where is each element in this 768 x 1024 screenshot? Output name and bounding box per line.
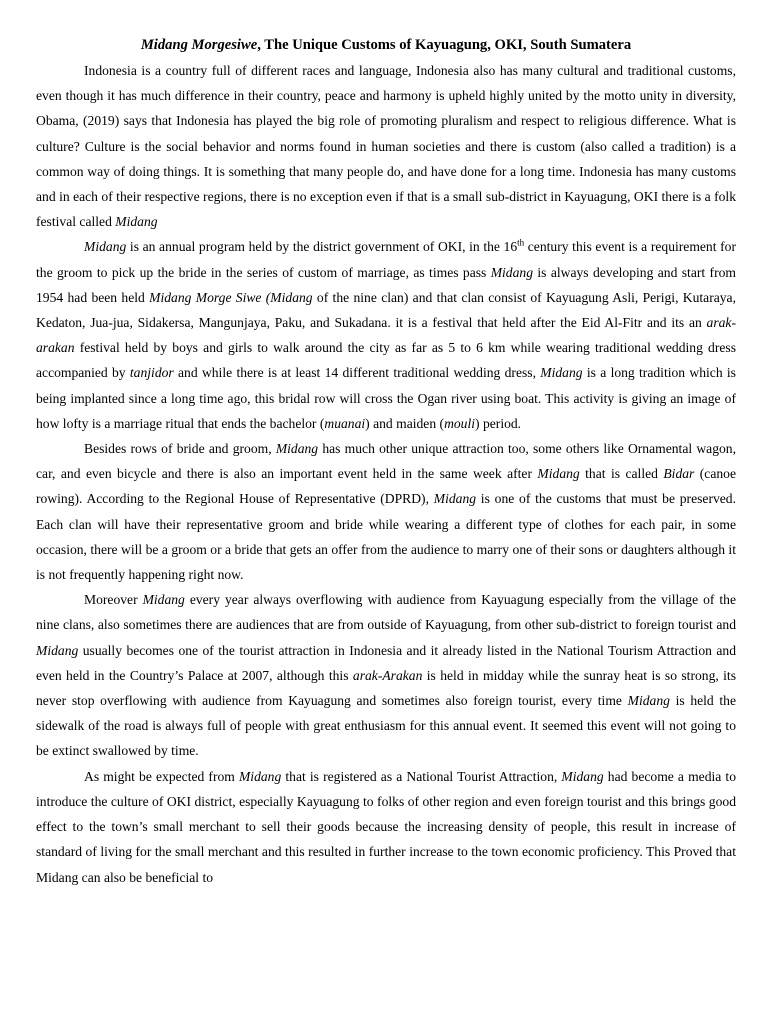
italic-run: Bidar [663, 466, 695, 482]
text-run: Indonesia is a country full of different races and language, Indonesia also has many cultural and traditional customs, even though it has much difference in their country, peace and harmony is upheld highly united by the motto unity in diversity, Obama, (2019) says that Indonesia has played the big role of promoting pluralism and respect to religious difference. What is culture? Culture is the social behavior and norms found in human societies and there is custom (also called a tradition) is a common way of doing things. It is something that many people do, and have done for a long time. Indonesia has many customs and in each of their respective regions, there is no exception even if that is a small sub-district in Kayuagung, OKI there is a folk festival called [36, 63, 736, 230]
italic-run: Midang [537, 466, 580, 482]
text-run: Besides rows of bride and groom, [84, 441, 276, 457]
italic-run: tanjidor [129, 365, 174, 381]
text-run: ) and maiden ( [365, 415, 445, 431]
text-run: ) period. [475, 415, 522, 431]
paragraph-3 [36, 436, 736, 587]
text-run: had become a media to introduce the culture of OKI district, especially Kayuagung to folks of other region and even foreign tourist and this brings good effect to the town’s small merchant to sell their goods because the increasing density of people, this result in increase of standard of living for the small merchant and this resulted in further increase to the town economic proficiency. This Proved that Midang can also be beneficial to [36, 768, 736, 885]
italic-run: arak-arakan [36, 315, 736, 356]
text-run: has much other unique attraction too, some others like Ornamental wagon, car, and even bicycle and there is also an important event held in the same week after [36, 441, 736, 482]
text-run: and while there is at least 14 different traditional wedding dress, [173, 365, 541, 381]
italic-run: Midang [275, 441, 319, 457]
text-run: every year always overflowing with audience from Kayuagung especially from the village of the nine clans, also sometimes there are audiences that are from outside of Kayuagung, from other sub-district to foreign tourist and [36, 592, 736, 633]
text-run: is held in midday while the sunray heat is so strong, its never stop overflowing with audience from Kayuagung and sometimes also foreign tourist, every time [36, 667, 737, 709]
paragraph-1 [36, 58, 736, 234]
text-run: is one of the customs that must be preserved. Each clan will have their representative groom and bride while wearing a different type of clothes for each pair, in some occasion, there will be a groom or a bride that gets an offer from the audience to marry one of their sons or daughters although it is not frequently happening right now. [36, 491, 736, 583]
italic-run: Midang [36, 642, 79, 658]
text-run: century this event is a requirement for the groom to pick up the bride in the series of custom of marriage, as times pass [36, 239, 736, 280]
italic-run: Midang [490, 264, 533, 280]
document-title [36, 34, 736, 56]
text-run: As might be expected from [84, 768, 239, 784]
text-run: that is registered as a National Tourist Attraction, [281, 768, 562, 784]
text-run: is always developing and start from 1954 had been held [36, 264, 736, 305]
italic-run: Midang [561, 768, 604, 784]
text-run: (canoe rowing). According to the Regional House of Representative (DPRD), [36, 466, 737, 507]
paragraph-4 [36, 587, 736, 763]
text-run: that is called [579, 466, 664, 482]
text-run: festival held by boys and girls to walk around the city as far as 5 to 6 km while wearing traditional wedding dress accompanied by [36, 340, 736, 381]
title-rest: , The Unique Customs of Kayuagung, OKI, South Sumatera [257, 37, 632, 53]
text-run: usually becomes one of the tourist attraction in Indonesia and it already listed in the National Tourism Attraction and even held in the Country’s Palace at 2007, although this [36, 642, 736, 683]
italic-run: Midang Morge Siwe (Midang [149, 289, 313, 305]
italic-run: Midang [540, 365, 583, 381]
italic-run: Midang [115, 214, 158, 230]
title-italic: Midang Morgesiwe [140, 37, 258, 53]
italic-run: mouli [444, 415, 476, 431]
superscript: th [517, 237, 525, 248]
italic-run: muanai [324, 415, 366, 431]
italic-run: Midang [84, 239, 127, 255]
text-run: Moreover [84, 592, 143, 608]
italic-run: Midang [433, 491, 477, 507]
text-run: is an annual program held by the district government of OKI, in the 16 [126, 239, 518, 255]
italic-run: Midang [238, 768, 282, 784]
text-run: of the nine clan) and that clan consist of Kayuagung Asli, Perigi, Kutaraya, Kedaton, Jua-jua, Sidakersa, Mangunjaya, Paku, and Sukadana. it is a festival that held after the Eid Al-Fitr and its an [36, 289, 736, 331]
italic-run: arak-Arakan [352, 667, 423, 683]
paragraph-2 [36, 234, 736, 436]
text-run: is a long tradition which is being implanted since a long time ago, this bridal row will cross the Ogan river using boat. This activity is giving an image of how lofty is a marriage ritual that ends the bachelor ( [36, 365, 736, 431]
text-run: is held the sidewalk of the road is always full of people with great enthusiasm for this annual event. It seemed this event will not going to be extinct swallowed by time. [36, 693, 737, 759]
paragraph-5 [36, 764, 736, 890]
italic-run: Midang [142, 592, 185, 608]
italic-run: Midang [627, 693, 670, 709]
